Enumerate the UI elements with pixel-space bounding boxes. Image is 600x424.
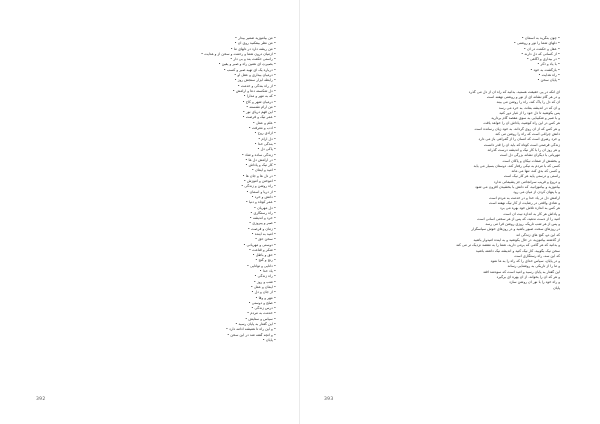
text-line: • زندگی ساده و شاد • bbox=[241, 152, 276, 157]
text-line: • زمان و فرصت • bbox=[247, 226, 276, 231]
text-line: • دل مهربان • bbox=[253, 205, 276, 210]
text-line: و در پایان، سپاس خدای را که راه را به ما نمود bbox=[490, 259, 560, 264]
text-line: • من ریشه دارد در دلهای ما • bbox=[230, 46, 276, 51]
text-line: • از جان و دل • bbox=[251, 290, 276, 295]
text-line: • درس زندگی • bbox=[251, 306, 276, 311]
text-line: مهربانی با دیگران نشانه بزرگی دل است bbox=[499, 153, 560, 158]
text-line: • من نظر بیفکنید روی آن • bbox=[234, 41, 276, 46]
text-line: و دروغ و فریب سرانجامی جز پشیمانی ندارد bbox=[493, 179, 560, 184]
text-line: و خرد رهبری است که انسان را از گمراهی باز می دارد bbox=[478, 137, 560, 142]
text-line: • علم و عمل • bbox=[252, 120, 276, 125]
text-line: پس بکوشید تا دل خود را از غبار دور کنید bbox=[499, 110, 560, 115]
text-line: و راه خود را با نور آن روشن سازد bbox=[509, 280, 560, 285]
text-line: • از کسانی که دل دارند • bbox=[521, 51, 560, 56]
text-line: • صبر و پیروزی • bbox=[248, 221, 276, 226]
text-line: • و این راه تا همیشه ادامه دارد • bbox=[225, 327, 276, 332]
text-line: که این سه، راه رستگاری است bbox=[514, 253, 560, 258]
text-line: • شب و روز • bbox=[253, 279, 276, 284]
text-line: • درباره یک ای تهیه صبر و کسب • bbox=[223, 67, 276, 72]
text-line: • آموختن و آموزش • bbox=[243, 179, 276, 184]
text-line: کسی که با مردم به نیکی رفتار کند، دوستان بسیار می یابد bbox=[473, 163, 560, 168]
text-line: • رابطه ابزار سنجش روز • bbox=[234, 78, 276, 83]
text-line: • در آرامش دل ها • bbox=[245, 157, 276, 162]
left-page-text-column bbox=[44, 36, 276, 343]
text-line: و با صبر و شکیبایی به سوی مقصد گام بردارید bbox=[491, 116, 560, 121]
text-line: و شادی واقعی در رضایت از کار نیک نهفته است bbox=[488, 200, 560, 205]
text-line: • مهر و وفا • bbox=[255, 295, 276, 300]
text-line: این گفتار به پایان رسید و امید است که سودمند افتد bbox=[483, 269, 560, 274]
text-line: • راه زندگی • bbox=[254, 274, 276, 279]
text-line: امید را از دست ندهید، که پس از هر سختی آسانی است bbox=[477, 216, 560, 221]
text-line: • دل آرام • bbox=[258, 136, 276, 141]
text-line: و ما را از تاریکی به روشنایی رساند bbox=[507, 264, 560, 269]
text-line: • امید و ایمان • bbox=[251, 168, 276, 173]
right-page bbox=[300, 0, 600, 424]
text-line: • ادب و معرفت • bbox=[248, 126, 276, 131]
text-line: • یاد خدا • bbox=[259, 269, 276, 274]
text-line: • کار نیک و پاداش • bbox=[245, 163, 276, 168]
text-line: • راه روشن و زندگی • bbox=[241, 184, 276, 189]
text-line: و آن که در اندیشه بماند، به خرد می رسد bbox=[498, 105, 560, 110]
right-page-number: 393 bbox=[324, 397, 334, 402]
text-line: • که به مهر و مدارا • bbox=[243, 94, 276, 99]
text-line: • دلهای شما را نور و روشنی • bbox=[513, 41, 560, 46]
left-page-number: 392 bbox=[36, 397, 46, 402]
text-line: • دوستی و مهربانی • bbox=[243, 242, 276, 247]
text-line: • بندگی خدا • bbox=[254, 141, 276, 146]
text-line: • دانش و خرد • bbox=[251, 194, 276, 199]
text-line: • سپاس و ستایش • bbox=[245, 316, 276, 321]
text-line: • پاکی دل • bbox=[257, 147, 276, 152]
text-line: • من بیاموزید ضمیر بیدار • bbox=[234, 36, 276, 40]
text-line: • امید به آینده • bbox=[251, 231, 276, 236]
text-line: و هر روز آن را با کار نیک و اندیشه درست گذراند bbox=[487, 147, 560, 152]
text-line: • حق و باطل • bbox=[252, 253, 276, 258]
text-line: در روزهای سخت صبور باشید و در روزهای خوش سپاسگزار bbox=[471, 227, 560, 232]
text-line: و در هر گام نشانه ای از نور و روشنی نهفته است bbox=[486, 94, 560, 99]
text-line: پایان bbox=[553, 285, 560, 290]
text-line: راستی و درستی پایه هر کار نیک است bbox=[503, 174, 560, 179]
text-line: زندگی فرصتی است کوتاه که باید آن را قدر دانست bbox=[483, 142, 560, 147]
text-line: و پاداش هر کار به اندازه نیت آن است bbox=[503, 211, 560, 216]
text-line: هر کس به اندازه تلاش خود بهره می برد bbox=[500, 206, 560, 211]
text-line: • درمیان شهر و کاخ • bbox=[242, 99, 276, 104]
text-line: و با پنهان کردن از میان می رود bbox=[513, 190, 560, 195]
text-line: ای آنکه در پی حقیقت هستید، بدانید که راه آن از دل می گذرد bbox=[468, 89, 560, 94]
text-line: • راه هدایت • bbox=[538, 73, 560, 78]
text-line: دانش چراغی است که راه را روشن می کند bbox=[495, 132, 560, 137]
text-line: و بخشش از صفات نیکان و پاکان است bbox=[502, 158, 560, 163]
text-line: • خدمت به مردم • bbox=[246, 311, 276, 316]
text-line: • آزادی روح • bbox=[254, 131, 276, 136]
text-line: و هر کس که از آن روی گرداند، به خود زیان رسانده است bbox=[474, 126, 560, 131]
text-line: • درمیان بیداری و عقل او • bbox=[234, 73, 276, 78]
text-line: سخن نیک بگویید، کار نیک کنید و اندیشه نیک داشته باشید bbox=[475, 248, 560, 253]
text-line: • پایان سخن • bbox=[537, 78, 560, 83]
text-line: • در دل ها و جان ها • bbox=[242, 173, 276, 178]
text-line: و بدانید که هر گامی که برمی دارید، شما را به مقصد نزدیک تر می کند bbox=[456, 243, 560, 248]
text-line: • عمر کوتاه و دنیا • bbox=[245, 200, 276, 205]
text-line: و کسی که بدی کند، تنها می ماند bbox=[511, 169, 560, 174]
text-line: • بازگشت به خود • bbox=[530, 67, 560, 72]
text-line: • سخن حق • bbox=[255, 237, 276, 242]
text-line: • این فهم دریای نور • bbox=[242, 110, 276, 115]
text-line: • دانایی و توانایی • bbox=[246, 263, 276, 268]
text-line: بیاموزید و بیاموزانید، که دانش با بخشیدن افزون می شود bbox=[475, 185, 560, 190]
text-line: • دل شکسته دعا و آرامش • bbox=[232, 88, 276, 93]
text-line: از گذشته بیاموزید، در حال بکوشید و به آینده امیدوار باشید bbox=[473, 237, 560, 242]
text-line: • عمر نیک و فرصت • bbox=[242, 115, 276, 120]
text-line: و پس از هر شب تاریک، روزی روشن فرا می رسد bbox=[485, 222, 560, 227]
text-line: • این گفتار به پایان رسید • bbox=[235, 322, 276, 327]
text-line: • بصیرتِ ای همین راه و صبر و یقین • bbox=[218, 62, 276, 67]
text-line: • از راه بندگی و خدمت • bbox=[237, 83, 276, 88]
text-line: • خرد و اندیشه • bbox=[249, 216, 276, 221]
text-line: • ازمیان درون شما و رحمت و سخن از و هدایت • bbox=[200, 51, 276, 56]
text-line: • پایان • bbox=[262, 337, 276, 342]
text-line: • در بیداری و آگاهی • bbox=[526, 57, 560, 62]
text-line: • شکر و قناعت • bbox=[248, 247, 276, 252]
text-line: که این دو، گنج های زندگی اند bbox=[516, 232, 560, 237]
text-line: • رنج و گنج • bbox=[255, 258, 276, 263]
right-page-text-column bbox=[328, 36, 560, 291]
text-line: • از دریا و آسمان • bbox=[246, 189, 276, 194]
text-line: • با یاد و ذکر • bbox=[537, 62, 560, 67]
text-line: • و آنچه گفته شد در این سخن • bbox=[227, 332, 276, 337]
text-line: • من آرام نشسته • bbox=[246, 104, 276, 109]
text-line: • عقل و حکمت در آن • bbox=[523, 46, 560, 51]
text-line: • چون بنگرید به آسمان • bbox=[521, 36, 560, 40]
text-line: آرامش دل در یاد خدا و در خدمت به مردم است bbox=[489, 195, 560, 200]
text-line: • صلح و دوستی • bbox=[248, 300, 276, 305]
text-line: • ایمان و عمل • bbox=[250, 284, 276, 289]
text-line: • راه رستگاری • bbox=[250, 210, 276, 215]
text-line: آن که دل را پاک کند، راه را روشن می بیند bbox=[496, 100, 560, 105]
text-line: هر کس در این راه کوشید، پاداش آن را خواهد یافت bbox=[483, 121, 560, 126]
text-line: • راستی حکمت بند و بی دار • bbox=[230, 57, 276, 62]
text-line: و هر که آن را بخواند، از آن بهره ای برگیرد bbox=[496, 275, 560, 280]
